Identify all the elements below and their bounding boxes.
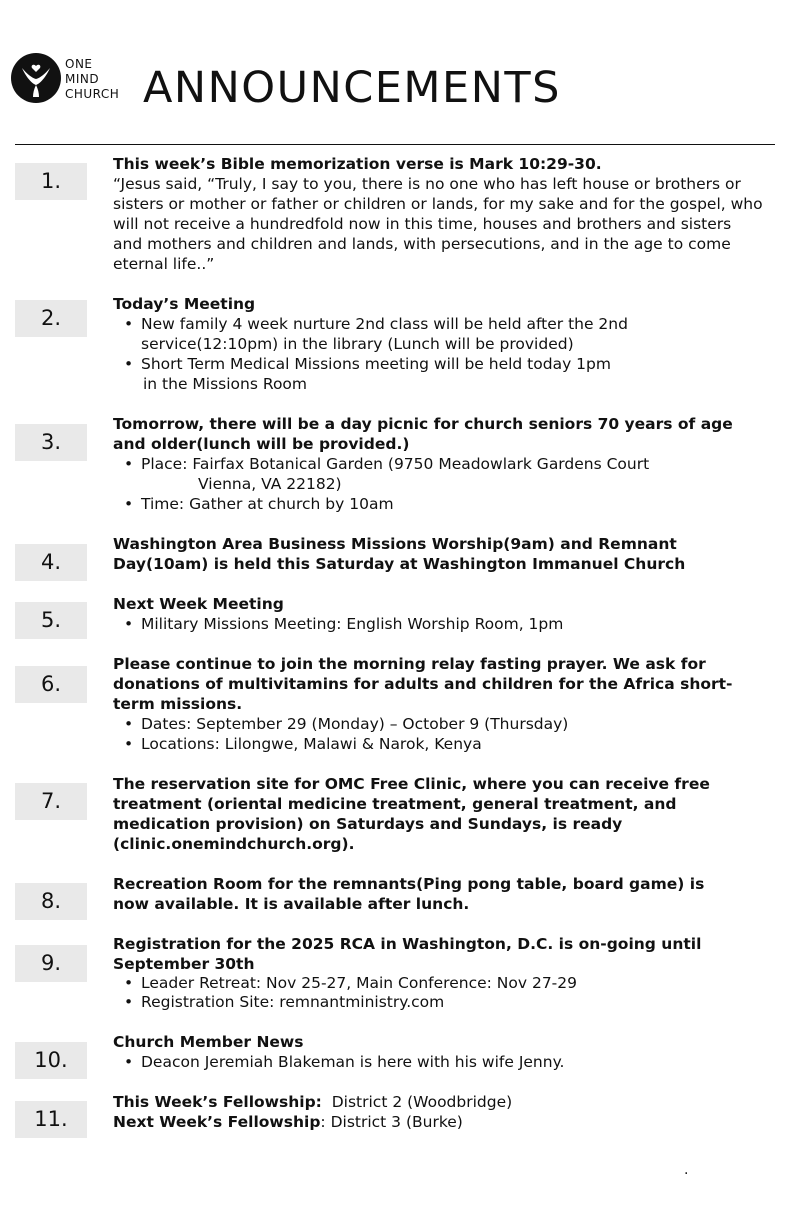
item-number-5: 5. bbox=[15, 602, 87, 639]
bullet-item: • Locations: Lilongwe, Malawi & Narok, Kenya bbox=[113, 734, 761, 754]
footer-mark: . bbox=[684, 1162, 689, 1178]
bullet-continuation: Vienna, VA 22182) bbox=[198, 475, 342, 493]
announcement-10 bbox=[113, 1032, 763, 1072]
announcement-4 bbox=[113, 534, 763, 574]
announcement-8 bbox=[113, 874, 738, 914]
item-number-9: 9. bbox=[15, 945, 87, 982]
bullet-item: • Deacon Jeremiah Blakeman is here with his wife Jenny. bbox=[113, 1052, 763, 1072]
item-number-7: 7. bbox=[15, 783, 87, 820]
bullet-text: Short Term Medical Missions meeting will be held today 1pm bbox=[141, 355, 611, 373]
announcement-heading: Today’s Meeting bbox=[113, 295, 256, 313]
this-week-fellowship bbox=[113, 1092, 763, 1112]
logo-line-3: CHURCH bbox=[65, 87, 120, 101]
announcement-7 bbox=[113, 774, 753, 854]
church-logo-icon bbox=[11, 53, 61, 103]
bullet-item bbox=[113, 354, 763, 394]
bullet-item bbox=[113, 454, 763, 494]
bullet-item: • Leader Retreat: Nov 25-27, Main Conference: Nov 27-29 bbox=[113, 974, 733, 993]
announcement-heading: Church Member News bbox=[113, 1033, 304, 1051]
item-number-2: 2. bbox=[15, 300, 87, 337]
logo-line-2: MIND bbox=[65, 72, 100, 86]
bullet-item: • New family 4 week nurture 2nd class will be held after the 2nd service(12:10pm) in the library (Lunch will be provided) bbox=[113, 314, 763, 354]
announcement-heading: Recreation Room for the remnants(Ping pong table, board game) is now available. It is available after lunch. bbox=[113, 875, 705, 913]
logo-wordmark bbox=[65, 57, 119, 102]
announcement-6 bbox=[113, 654, 761, 754]
fellowship-label: This Week’s Fellowship: bbox=[113, 1093, 322, 1111]
announcement-heading: Next Week Meeting bbox=[113, 595, 284, 613]
next-week-fellowship bbox=[113, 1112, 763, 1132]
item-number-6: 6. bbox=[15, 666, 87, 703]
bullet-item: • Military Missions Meeting: English Worship Room, 1pm bbox=[113, 614, 763, 634]
announcement-11 bbox=[113, 1092, 763, 1132]
fellowship-label: Next Week’s Fellowship bbox=[113, 1113, 321, 1131]
bullet-text: Place: Fairfax Botanical Garden (9750 Meadowlark Gardens Court bbox=[141, 455, 650, 473]
item-number-1: 1. bbox=[15, 163, 87, 200]
fellowship-value: : District 3 (Burke) bbox=[320, 1113, 463, 1131]
announcement-3 bbox=[113, 414, 763, 514]
announcement-1 bbox=[113, 154, 763, 274]
item-number-11: 11. bbox=[15, 1101, 87, 1138]
item-number-3: 3. bbox=[15, 424, 87, 461]
announcement-heading: Please continue to join the morning relay fasting prayer. We ask for donations of multivitamins for adults and children for the Africa short-term missions. bbox=[113, 655, 733, 713]
header-divider bbox=[15, 144, 775, 145]
item-number-8: 8. bbox=[15, 883, 87, 920]
announcement-heading: This week’s Bible memorization verse is Mark 10:29-30. bbox=[113, 155, 602, 173]
fellowship-value: District 2 (Woodbridge) bbox=[331, 1093, 513, 1111]
page-title: ANNOUNCEMENTS bbox=[143, 63, 561, 113]
bullet-item: • Registration Site: remnantministry.com bbox=[113, 993, 733, 1012]
bullet-item: • Dates: September 29 (Monday) – October 9 (Thursday) bbox=[113, 714, 761, 734]
announcement-heading: The reservation site for OMC Free Clinic, where you can receive free treatment (oriental medicine treatment, general treatment, and medication provision) on Saturdays and Sundays, is ready (clinic.onemindchurch.org). bbox=[113, 775, 710, 853]
announcement-heading: Washington Area Business Missions Worship(9am) and Remnant Day(10am) is held this Saturday at Washington Immanuel Church bbox=[113, 535, 686, 573]
announcement-2 bbox=[113, 294, 763, 394]
item-number-4: 4. bbox=[15, 544, 87, 581]
bullet-item: • Time: Gather at church by 10am bbox=[113, 494, 763, 514]
item-number-10: 10. bbox=[15, 1042, 87, 1079]
announcement-body: “Jesus said, “Truly, I say to you, there is no one who has left house or brothers or sisters or mother or father or children or lands, for my sake and for the gospel, who will not receive a hundredfold now in this time, houses and brothers and sisters and mothers and children and lands, with persecutions, and in the age to come eternal life..” bbox=[113, 175, 763, 273]
bullet-continuation: in the Missions Room bbox=[143, 375, 308, 393]
announcement-9 bbox=[113, 934, 733, 1012]
announcement-heading: Registration for the 2025 RCA in Washington, D.C. is on-going until September 30th bbox=[113, 935, 702, 973]
logo-line-1: ONE bbox=[65, 57, 93, 71]
announcement-5 bbox=[113, 594, 763, 634]
announcement-heading: Tomorrow, there will be a day picnic for church seniors 70 years of age and older(lunch will be provided.) bbox=[113, 415, 733, 453]
